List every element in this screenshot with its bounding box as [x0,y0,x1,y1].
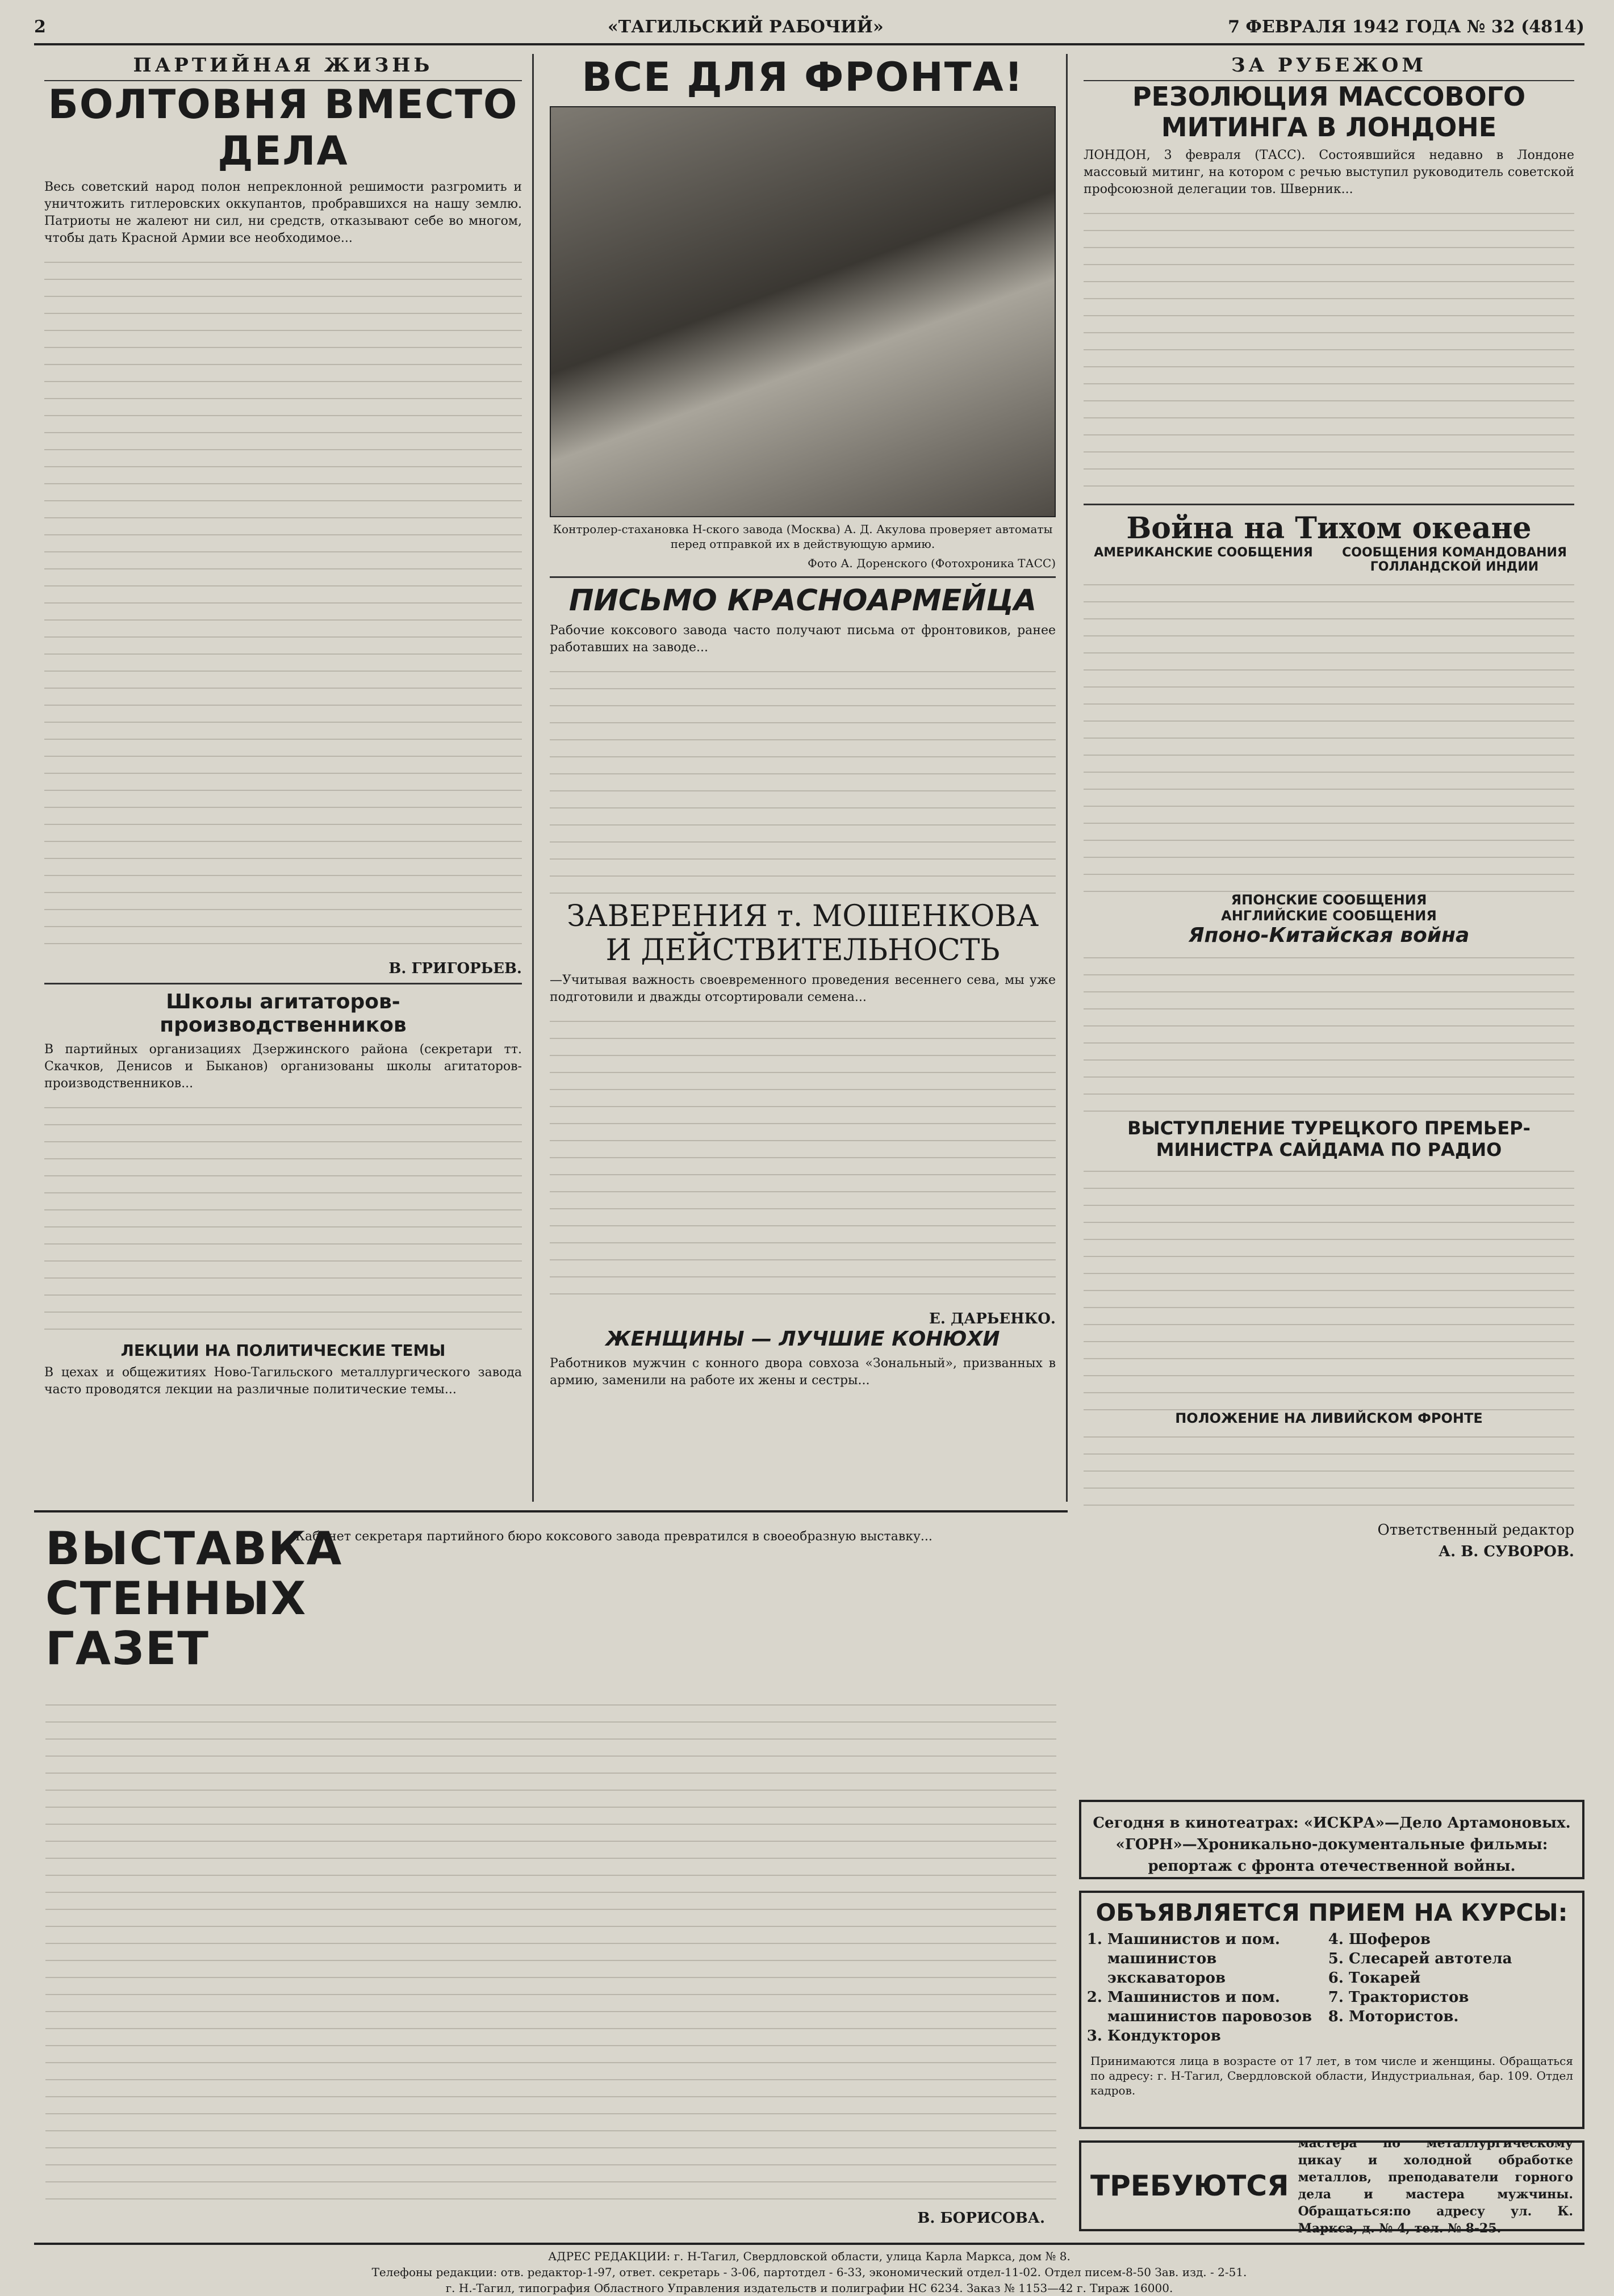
article-author: В. ГРИГОРЬЕВ. [388,960,522,977]
photo-caption: Контролер-стахановка Н-ского завода (Москва) А. Д. Акулова проверяет автоматы перед отправкой их в действующую армию. [553,522,1053,551]
wanted-text: мастера по металлургическому цикау и холодной обработке металлов, преподаватели горного дела и мастера мужчины. Обращаться:по адресу ул. К. Маркса, д. № 4, тел. № 8-25. [1298,2136,1573,2236]
article-body: Весь советский народ полон непреклонной решимости разгромить и уничтожить гитлеровских оккупантов, пробравшихся на нашу землю. Патриоты не жалеют ни сил, ни средств, отказывают себе во многом, чтобы дать Красной Армии все необходимое... [44,180,522,245]
paper-name: «ТАГИЛЬСКИЙ РАБОЧИЙ» [608,17,884,37]
japanese-subhead: ЯПОНСКИЕ СООБЩЕНИЯ [1231,892,1427,908]
photo-credit: Фото А. Доренского (Фотохроника ТАСС) [808,556,1056,570]
courses-ad [1079,1891,1584,2129]
courses-title: ОБЪЯВЛЯЕТСЯ ПРИЕМ НА КУРСЫ: [1095,1899,1568,1926]
divider [550,576,1056,578]
schools-body: В партийных организациях Дзержинского района (секретари тт. Скачков, Денисов и Быканов) организованы школы агитаторов-производственников... [44,1042,522,1091]
center-column [540,54,1068,1502]
lectures-body: В цехах и общежитиях Ново-Тагильского металлургического завода часто проводятся лекции на различные политические темы... [44,1365,522,1397]
footer-phones: Телефоны редакции: отв. редактор-1-97, ответ. секретарь - 3-06, партотдел - 6-33, экономический отдел-11-02. Отдел писем-8-50 Зав. изд. - 2-51. [371,2265,1247,2279]
meeting-title: РЕЗОЛЮЦИЯ МАССОВОГО МИТИНГА В ЛОНДОНЕ [1132,81,1526,143]
right-column [1073,54,1584,1786]
course-item: 6. Токарей [1349,1968,1573,1988]
issue-date: 7 ФЕВРАЛЯ 1942 ГОДА № 32 (4814) [1228,17,1584,37]
courses-lists [1090,1926,1573,2049]
page-number: 2 [34,17,46,37]
meeting-body: ЛОНДОН, 3 февраля (ТАСС). Состоявшийся недавно в Лондоне массовый митинг, на котором с речью выступил руководитель советской профсоюзной делегации тов. Шверник... [1084,148,1574,196]
masthead-line [34,11,1584,45]
assurances-author: Е. ДАРЬЕНКО. [929,1310,1056,1327]
courses-right-list [1349,1930,1573,2046]
front-photo [550,106,1056,517]
letter-text-block [550,661,1056,899]
japan-china-title: Японо-Китайская война [1188,924,1470,947]
american-subhead: АМЕРИКАНСКИЕ СООБЩЕНИЯ [1094,546,1313,560]
course-item: 2. Машинистов и пом. машинистов паровозов [1107,1988,1332,2026]
assurances-title: ЗАВЕРЕНИЯ т. МОШЕНКОВА И ДЕЙСТВИТЕЛЬНОСТЬ [567,899,1039,967]
course-item: 4. Шоферов [1349,1930,1573,1949]
course-item: 1. Машинистов и пом. машинистов экскаваторов [1107,1930,1332,1988]
course-item: 3. Кондукторов [1107,2026,1332,2046]
libya-title: ПОЛОЖЕНИЕ НА ЛИВИЙСКОМ ФРОНТЕ [1175,1410,1483,1426]
japan-china-text-block [1084,947,1574,1117]
letter-title: ПИСЬМО КРАСНОАРМЕЙЦА [568,584,1037,618]
pacific-text-block [1084,574,1574,892]
meeting-text-block [1084,203,1574,498]
editor-label: Ответственный редактор [1377,1522,1574,1539]
cinema-text: Сегодня в кинотеатрах: «ИСКРА»—Дело Артамоновых. «ГОРН»—Хроникально-документальные фильмы: репортаж с фронта отечественной войны. [1093,1815,1571,1875]
article-title: БОЛТОВНЯ ВМЕСТО ДЕЛА [48,81,519,174]
schools-title: Школы агитаторов-производственников [160,990,407,1037]
banner-title: ВСЕ ДЛЯ ФРОНТА! [582,54,1024,100]
footer-printer: г. Н.-Тагил, типография Областного Управления издательств и полиграфии НС 6234. Заказ № 1153—42 г. Тираж 16000. [445,2281,1173,2295]
cinema-notice [1079,1800,1584,1879]
rubric-party-life: ПАРТИЙНАЯ ЖИЗНЬ [44,54,522,81]
women-title: ЖЕНЩИНЫ — ЛУЧШИЕ КОНЮХИ [605,1327,1000,1351]
article-text-block [44,252,522,956]
pacific-title: Война на Тихом океане [1126,511,1532,546]
wanted-title: ТРЕБУЮТСЯ [1090,2169,1289,2202]
courses-note: Принимаются лица в возрасте от 17 лет, в том числе и женщины. Обращаться по адресу: г. Н-Тагил, Свердловской области, Индустриальная, бар. 109. Отдел кадров. [1090,2054,1573,2097]
assurances-text-block [550,1011,1056,1306]
courses-left-list [1107,1930,1332,2046]
rubric-abroad: ЗА РУБЕЖОМ [1084,54,1574,81]
editor-name: А. В. СУВОРОВ. [1438,1543,1574,1560]
libya-text-block [1084,1426,1574,1517]
footer [34,2243,1584,2296]
dutch-subhead: СООБЩЕНИЯ КОМАНДОВАНИЯ ГОЛЛАНДСКОЙ ИНДИИ [1342,546,1567,574]
assurances-body: —Учитывая важность своевременного проведения весеннего сева, мы уже подготовили и дважды отсортировали семена... [550,973,1056,1004]
letter-body: Рабочие коксового завода часто получают письма от фронтовиков, ранее работавших на заводе... [550,623,1056,655]
lectures-title: ЛЕКЦИИ НА ПОЛИТИЧЕСКИЕ ТЕМЫ [120,1341,446,1360]
left-column [34,54,534,1502]
course-item: 8. Мотористов. [1349,2007,1573,2026]
exhibition-title: ВЫСТАВКА СТЕННЫХ ГАЗЕТ [45,1522,343,1675]
exhibition-author: В. БОРИСОВА. [917,2210,1045,2227]
schools-text-block [44,1097,522,1341]
wanted-ad [1079,2136,1584,2236]
course-item: 7. Трактористов [1349,1988,1573,2007]
turkey-title: ВЫСТУПЛЕНИЕ ТУРЕЦКОГО ПРЕМЬЕР-МИНИСТРА САЙДАМА ПО РАДИО [1127,1117,1531,1160]
women-body: Работников мужчин с конного двора совхоза «Зональный», призванных в армию, заменили на работе их жены и сестры... [550,1356,1056,1388]
english-subhead: АНГЛИЙСКИЕ СООБЩЕНИЯ [1221,908,1437,924]
course-item: 5. Слесарей автотела [1349,1949,1573,1968]
exhibition-body: Кабинет секретаря партийного бюро коксового завода превратился в своеобразную выставку... [295,1530,933,1544]
pacific-subheads [1084,546,1574,574]
exhibition-section [34,1510,1068,2237]
footer-address: АДРЕС РЕДАКЦИИ: г. Н-Тагил, Свердловской области, улица Карла Маркса, дом № 8. [548,2249,1071,2263]
exhibition-text-block [45,1694,1056,2205]
turkey-text-block [1084,1160,1574,1410]
divider [1084,504,1574,505]
divider [44,983,522,984]
